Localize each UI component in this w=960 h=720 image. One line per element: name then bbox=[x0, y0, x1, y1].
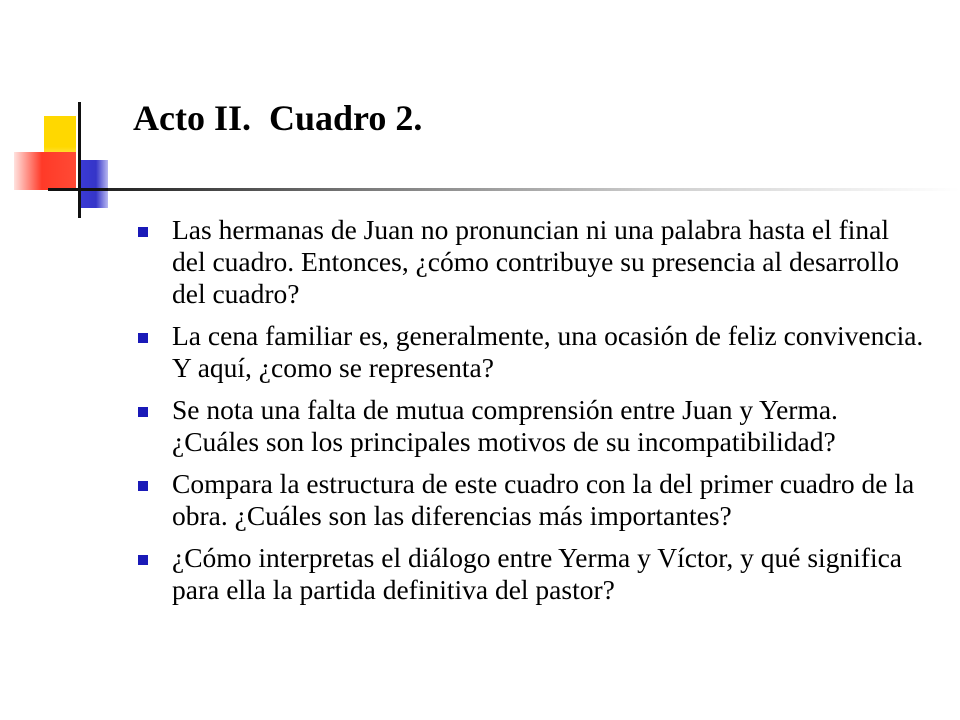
logo-vertical-line bbox=[78, 102, 81, 218]
bullet-square-icon bbox=[138, 555, 148, 565]
bullet-square-icon bbox=[138, 227, 148, 237]
bullet-item bbox=[134, 394, 924, 458]
bullet-text: ¿Cómo interpretas el diálogo entre Yerma y Víctor, y qué significa para ella la partida definitiva del pastor? bbox=[172, 542, 903, 605]
bullet-item bbox=[134, 468, 924, 532]
logo-horizontal-line bbox=[48, 188, 108, 191]
logo-red-square bbox=[14, 152, 76, 190]
bullet-item bbox=[134, 320, 924, 384]
bullet-list bbox=[134, 214, 924, 616]
title-underline bbox=[108, 188, 960, 191]
bullet-square-icon bbox=[138, 333, 148, 343]
bullet-text: La cena familiar es, generalmente, una ocasión de feliz convivencia. Y aquí, ¿como se representa? bbox=[172, 320, 924, 383]
bullet-text: Las hermanas de Juan no pronuncian ni una palabra hasta el final del cuadro. Entonces, ¿cómo contribuye su presencia al desarrollo del cuadro? bbox=[172, 214, 899, 309]
decorative-logo bbox=[0, 0, 140, 230]
bullet-square-icon bbox=[138, 407, 148, 417]
bullet-square-icon bbox=[138, 481, 148, 491]
bullet-item bbox=[134, 542, 924, 606]
logo-blue-square bbox=[78, 160, 108, 208]
bullet-text: Se nota una falta de mutua comprensión entre Juan y Yerma. ¿Cuáles son los principales motivos de su incompatibilidad? bbox=[172, 394, 838, 457]
slide-title: Acto II. Cuadro 2. bbox=[133, 98, 423, 138]
bullet-text: Compara la estructura de este cuadro con la del primer cuadro de la obra. ¿Cuáles son las diferencias más importantes? bbox=[172, 468, 915, 531]
bullet-item bbox=[134, 214, 924, 310]
